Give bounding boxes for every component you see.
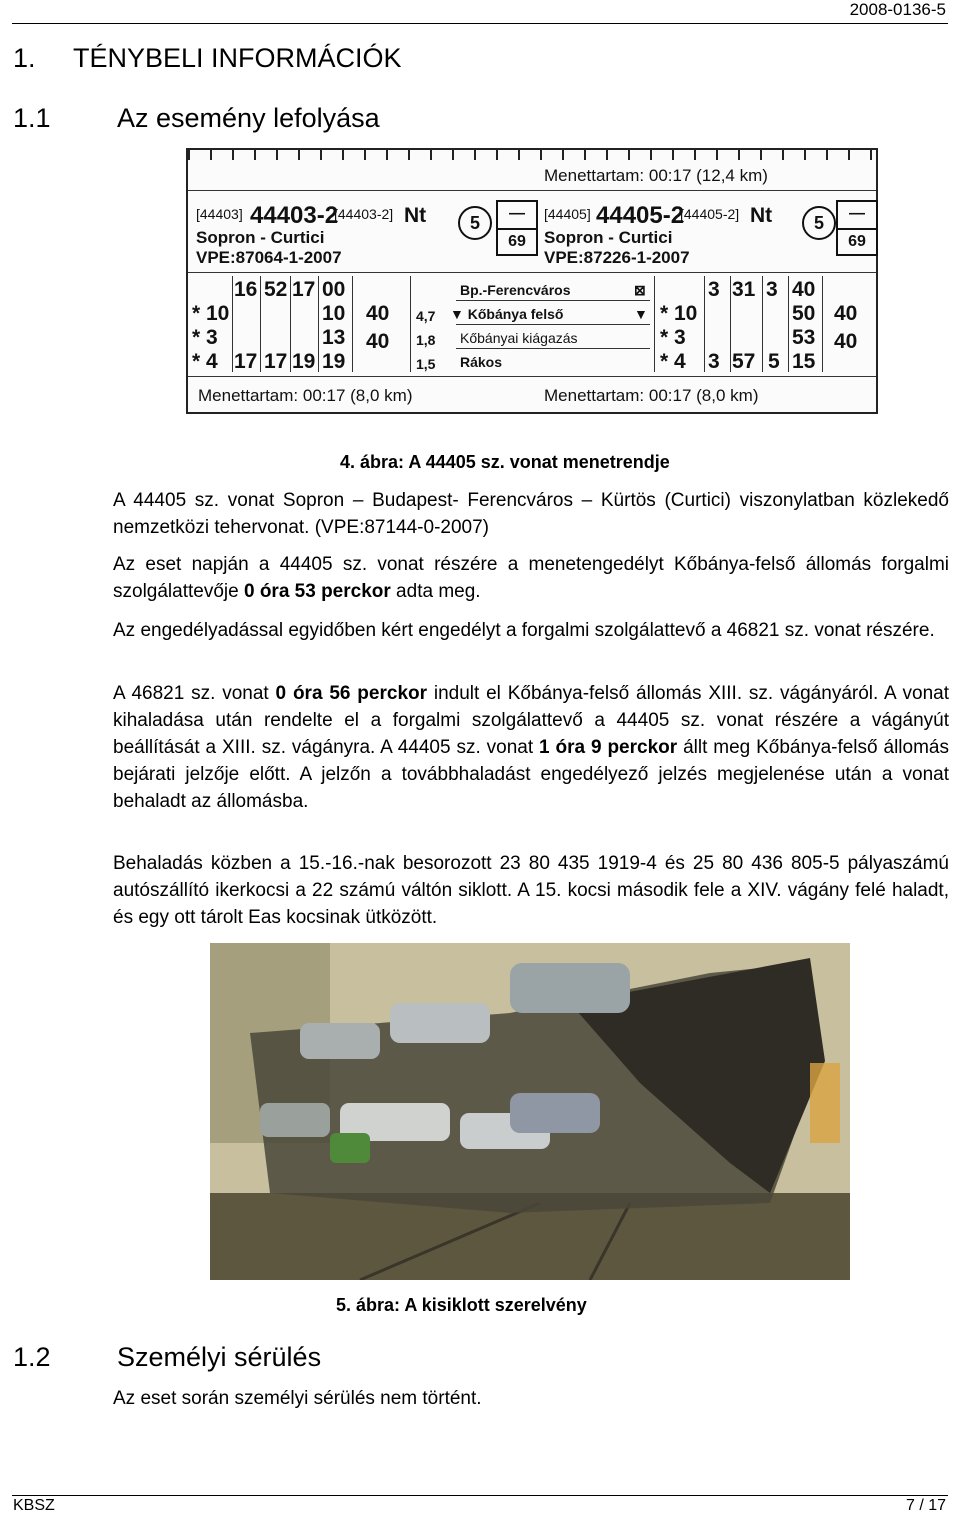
paragraph-3: Az engedélyadással egyidőben kért engedélyt a forgalmi szolgálattevő a 46821 sz. vonat részére. <box>113 620 935 641</box>
figure-5-caption: 5. ábra: A kisiklott szerelvény <box>336 1295 587 1315</box>
right-row3-val2: 3 <box>708 350 720 373</box>
footer-org: KBSZ <box>13 1497 55 1514</box>
bold-text: 0 óra 53 perckor <box>243 581 391 602</box>
top-right-duration: Menettartam: 00:17 (12,4 km) <box>544 166 768 185</box>
figure-4-caption: 4. ábra: A 44405 sz. vonat menetrendje <box>340 452 670 472</box>
left-row3-val2: 17 <box>234 350 258 373</box>
grid-line <box>788 276 789 372</box>
text: állt meg Kőbánya-felső állomás bejárati jelzője előtt. A jelzőn a továbbhaladást engedélyező jelzés megjelenése után a vonat behaladt az állomásba. <box>113 737 949 812</box>
box-bottom: 69 <box>508 233 526 250</box>
bold-text: 1 óra 9 perckor <box>539 737 678 758</box>
left-row2-val: 3 <box>206 326 218 349</box>
left-train-type: Nt <box>404 204 427 227</box>
grid-line <box>822 276 823 372</box>
grid-line <box>704 276 705 372</box>
left-row3-val1: 4 <box>206 350 218 373</box>
grid-line <box>260 276 261 372</box>
right-row1-end: 50 <box>792 302 816 325</box>
left-train-number: 44403-2 <box>250 202 339 229</box>
section-heading-1-2 <box>13 1342 321 1373</box>
text: indult el Kőbánya-felső állomás XIII. sz. vágányáról. A vonat kihaladása után rendelte el a forgalmi szolgálattevő a 44405 sz. vonat részére a vágányút beállítását a XIII. sz. vágányra. A 44405 sz. vonat <box>113 683 949 758</box>
grid-line <box>232 276 233 372</box>
grid-line <box>730 276 731 372</box>
right-row3-marker: * <box>660 350 669 373</box>
right-box <box>836 200 878 256</box>
left-row1-marker: * <box>192 302 201 325</box>
grid-line <box>654 276 655 372</box>
right-row2-val: 3 <box>674 326 686 349</box>
text: adta meg. <box>390 581 481 602</box>
right-time-header-3: 3 <box>766 278 778 301</box>
grid-line <box>410 276 411 372</box>
left-time-header-1: 16 <box>234 278 258 301</box>
right-row3-val5: 15 <box>792 350 816 373</box>
left-row1-end: 10 <box>322 302 346 325</box>
left-train-code-b: [44403-2] <box>334 206 394 222</box>
right-time-header-2: 31 <box>732 278 756 301</box>
right-row3-val4: 5 <box>768 350 780 373</box>
left-time-header-3: 17 <box>292 278 316 301</box>
box-bottom: 69 <box>848 233 866 250</box>
left-row3-val5: 19 <box>322 350 346 373</box>
box-top: — <box>838 202 876 230</box>
section-title: TÉNYBELI INFORMÁCIÓK <box>73 43 402 73</box>
station-rule <box>456 348 650 349</box>
text: Az eset napján a 44405 sz. vonat részére a menetengedélyt Kőbánya-felső állomás forgalmi szolgálattevője <box>113 554 949 602</box>
left-train-vpe: VPE:87064-1-2007 <box>196 248 342 267</box>
left-time-header-4: 00 <box>322 278 346 301</box>
grid-line <box>352 276 353 372</box>
bottom-left-duration: Menettartam: 00:17 (8,0 km) <box>198 386 413 405</box>
left-row3-marker: * <box>192 350 201 373</box>
right-train-number: 44405-2 <box>596 202 685 229</box>
left-row3-val4: 19 <box>292 350 316 373</box>
page-number: 7 / 17 <box>905 1497 946 1514</box>
document-id: 2008-0136-5 <box>849 0 946 19</box>
left-train-code-a: [44403] <box>196 206 243 222</box>
station-4: Rákos <box>460 354 503 370</box>
right-train-code-a: [44405] <box>544 206 591 222</box>
section-heading-1-1 <box>13 103 380 134</box>
footer-rule <box>12 1495 948 1496</box>
right-row2-marker: * <box>660 326 669 349</box>
left-row3-val3: 17 <box>264 350 288 373</box>
station-1: Bp.-Ferencváros <box>460 282 571 298</box>
photo-illustration <box>210 943 850 1280</box>
section-number: 1. <box>13 43 36 73</box>
distance-1: 4,7 <box>416 308 436 324</box>
station-2-label: Kőbánya felső <box>467 306 564 322</box>
right-row3-val1: 4 <box>674 350 686 373</box>
paragraph-6: Az eset során személyi sérülés nem történt. <box>113 1388 482 1409</box>
section-number: 1.1 <box>13 103 51 133</box>
text: A 46821 sz. vonat <box>113 683 276 704</box>
left-row2-end: 13 <box>322 326 346 349</box>
right-speed-1: 40 <box>834 302 858 325</box>
right-circle-badge: 5 <box>802 206 836 240</box>
divider <box>188 272 876 273</box>
right-row1-val: 10 <box>674 302 698 325</box>
box-top: — <box>498 202 536 230</box>
left-speed-1: 40 <box>366 302 390 325</box>
section-heading-1 <box>13 43 402 74</box>
section-title: Az esemény lefolyása <box>117 103 380 133</box>
right-train-route: Sopron - Curtici <box>544 228 673 247</box>
station-3: Kőbányai kiágazás <box>460 330 578 346</box>
left-box <box>496 200 538 256</box>
station-1-symbol: ⊠ <box>634 282 646 298</box>
station-rule <box>456 324 650 325</box>
distance-2: 1,8 <box>416 332 436 348</box>
paragraph-1: A 44405 sz. vonat Sopron – Budapest- Ferencváros – Kürtös (Curtici) viszonylatban közlekedő nemzetközi tehervonat. (VPE:87144-0-2007) <box>113 490 949 538</box>
header-rule <box>12 23 948 24</box>
right-train-type: Nt <box>750 204 773 227</box>
bold-text: 0 óra 56 perckor <box>275 683 428 704</box>
right-time-header-4: 40 <box>792 278 816 301</box>
grid-line <box>318 276 319 372</box>
station-rule <box>456 300 650 301</box>
section-title: Személyi sérülés <box>117 1342 322 1372</box>
paragraph-5: Behaladás közben a 15.-16.-nak besorozott 23 80 435 1919-4 és 25 80 436 805-5 pályaszámú autószállító ikerkocsi a 22 számú váltón siklott. A 15. kocsi második fele a XIV. vágány felé haladt, és egy ott tárolt Eas kocsinak ütközött. <box>113 853 949 928</box>
station-2-symbol: ▼ <box>634 306 648 322</box>
right-row3-val3: 57 <box>732 350 756 373</box>
divider <box>188 190 876 191</box>
left-row2-marker: * <box>192 326 201 349</box>
derailed-train-photo <box>210 943 850 1280</box>
timetable-figure <box>186 148 878 414</box>
paragraph-4 <box>113 680 949 815</box>
section-number: 1.2 <box>13 1342 51 1372</box>
grid-line <box>290 276 291 372</box>
right-train-code-b: [44405-2] <box>680 206 740 222</box>
grid-line <box>762 276 763 372</box>
paragraph-2 <box>113 551 949 605</box>
left-time-header-2: 52 <box>264 278 288 301</box>
right-row1-marker: * <box>660 302 669 325</box>
station-2: ▼ Kőbánya felső <box>450 306 564 322</box>
right-row2-end: 53 <box>792 326 816 349</box>
right-time-header-1: 3 <box>708 278 720 301</box>
right-train-vpe: VPE:87226-1-2007 <box>544 248 690 267</box>
left-train-route: Sopron - Curtici <box>196 228 325 247</box>
left-row1-val: 10 <box>206 302 230 325</box>
divider <box>188 376 876 377</box>
distance-3: 1,5 <box>416 356 436 372</box>
left-speed-2: 40 <box>366 330 390 353</box>
left-circle-badge: 5 <box>458 206 492 240</box>
bottom-right-duration: Menettartam: 00:17 (8,0 km) <box>544 386 759 405</box>
tick-row <box>188 150 876 160</box>
right-speed-2: 40 <box>834 330 858 353</box>
